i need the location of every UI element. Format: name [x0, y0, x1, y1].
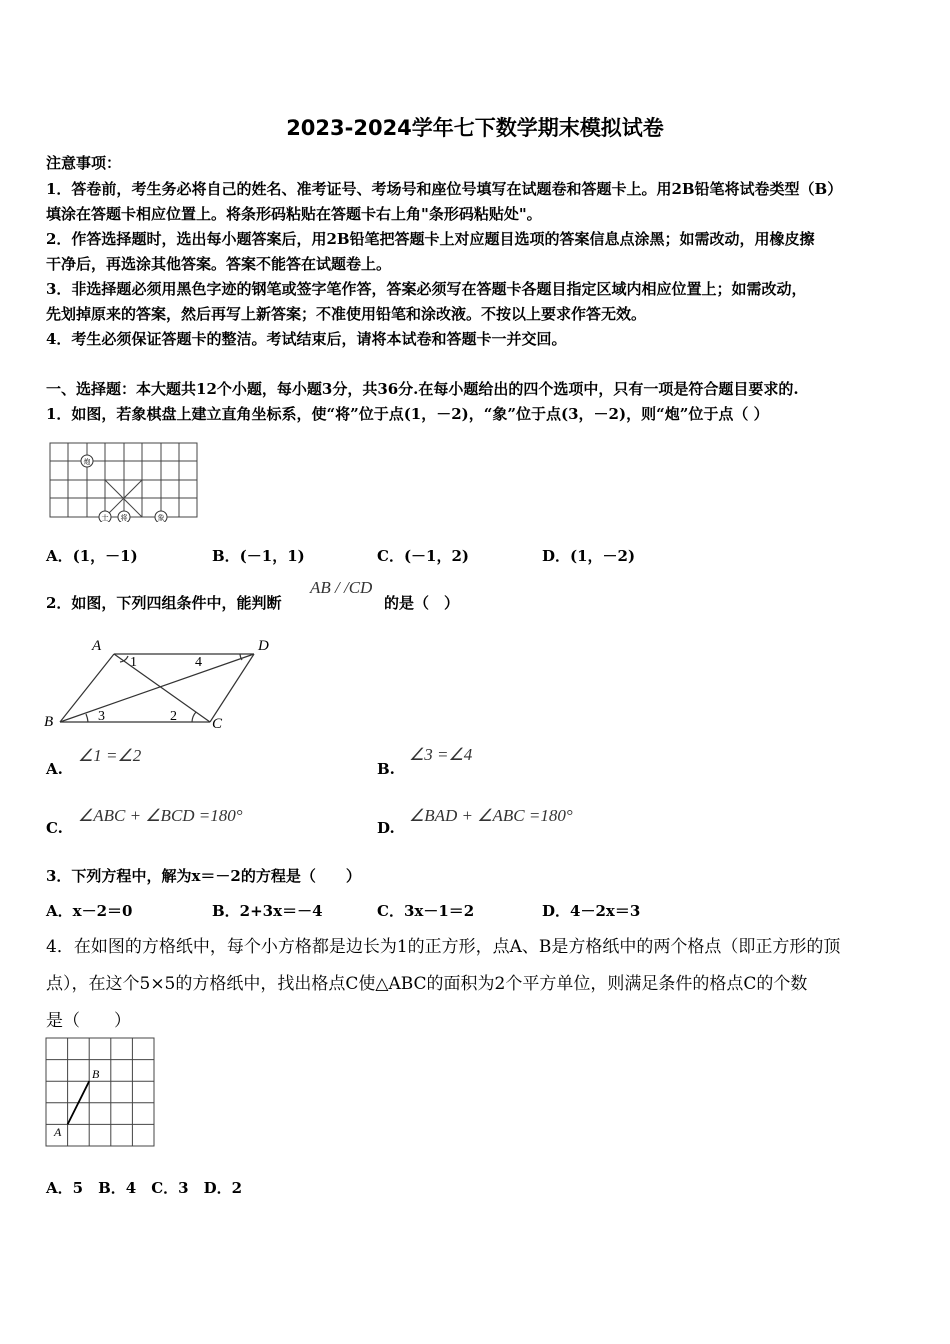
q1-stem: 1．如图，若象棋盘上建立直角坐标系，使“将”位于点(1，－2)，“象”位于点(3，－2)，则“炮”位于点（ ） [46, 405, 769, 423]
q2-option-d-letter[interactable]: D. [377, 819, 395, 837]
q4-options[interactable]: A．5 B．4 C．3 D．2 [46, 1179, 243, 1197]
angle-label: 1 [130, 655, 137, 670]
q2-option-a-letter[interactable]: A. [46, 760, 63, 778]
q1-option-b[interactable]: B．(－1，1) [212, 547, 305, 565]
point-b-label: B [92, 1067, 100, 1081]
section-heading: 一、选择题：本大题共12个小题，每小题3分，共36分.在每小题给出的四个选项中，只有一项是符合题目要求的. [46, 380, 799, 398]
q3-option-b[interactable]: B．2+3x＝－4 [212, 902, 323, 920]
q1-option-a[interactable]: A．(1，－1) [46, 547, 138, 565]
q1-option-d[interactable]: D．(1，－2) [542, 547, 636, 565]
notice-heading: 注意事项： [46, 154, 122, 172]
piece-label: 炮 [83, 458, 91, 466]
label-a: A [92, 638, 102, 654]
page-title: 2023-2024学年七下数学期末模拟试卷 [286, 116, 664, 140]
point-a-label: A [54, 1125, 62, 1139]
notice-line: 3．非选择题必须用黑色字迹的钢笔或签字笔作答，答案必须写在答题卡各题目指定区域内相应位置上；如需改动， [46, 280, 807, 298]
q3-stem: 3．下列方程中，解为x＝－2的方程是（ ） [46, 867, 361, 885]
q4-stem-line3: 是（ ） [46, 1011, 131, 1031]
notice-line: 4．考生必须保证答题卡的整洁。考试结束后，请将本试卷和答题卡一并交回。 [46, 330, 567, 348]
q1-option-c[interactable]: C．(－1，2) [377, 547, 470, 565]
label-b: B [44, 714, 54, 730]
label-c: C [212, 716, 223, 732]
notice-line: 填涂在答题卡相应位置上。将条形码粘贴在答题卡右上角"条形码粘贴处"。 [46, 205, 542, 223]
notice-line: 1．答卷前，考生务必将自己的姓名、准考证号、考场号和座位号填写在试题卷和答题卡上。用2B铅笔将试卷类型（B） [46, 180, 843, 198]
angle-label: 4 [195, 655, 202, 670]
piece-label: 象 [157, 514, 165, 522]
angle-label: 2 [170, 709, 177, 724]
piece-label: 士 [101, 514, 109, 522]
q2-option-b-letter[interactable]: B. [377, 760, 395, 778]
q4-grid-figure [44, 1036, 158, 1148]
q2-option-a-math: ∠1 =∠2 [78, 746, 142, 765]
q2-stem-math: AB / /CD [310, 578, 373, 597]
angle-label: 3 [98, 709, 105, 724]
q2-option-d-math: ∠BAD + ∠ABC =180° [409, 806, 573, 825]
q2-option-c-letter[interactable]: C. [46, 819, 63, 837]
q4-stem-line2: 点），在这个5×5的方格纸中，找出格点C使△ABC的面积为2个平方单位，则满足条件的格点C的个数 [46, 974, 808, 994]
notice-line: 2．作答选择题时，选出每小题答案后，用2B铅笔把答题卡上对应题目选项的答案信息点涂黑；如需改动，用橡皮擦 [46, 230, 815, 248]
q2-parallelogram-figure [40, 632, 280, 732]
q3-option-a[interactable]: A．x－2＝0 [46, 902, 133, 920]
q4-stem-line1: 4．在如图的方格纸中，每个小方格都是边长为1的正方形，点A、B是方格纸中的两个格点（即正方形的顶 [46, 937, 841, 957]
q2-option-c-math: ∠ABC + ∠BCD =180° [78, 806, 243, 825]
q3-option-c[interactable]: C．3x－1＝2 [377, 902, 475, 920]
q1-chessboard-figure [46, 440, 202, 522]
q2-stem-post: 的是（ ） [384, 594, 460, 612]
label-d: D [258, 638, 269, 654]
q2-option-b-math: ∠3 =∠4 [409, 745, 473, 764]
notice-line: 干净后，再选涂其他答案。答案不能答在试题卷上。 [46, 255, 392, 273]
notice-line: 先划掉原来的答案，然后再写上新答案；不准使用铅笔和涂改液。不按以上要求作答无效。 [46, 305, 647, 323]
piece-label: 将 [120, 514, 128, 522]
q2-stem-pre: 2．如图，下列四组条件中，能判断 [46, 594, 282, 612]
q3-option-d[interactable]: D．4－2x＝3 [542, 902, 641, 920]
